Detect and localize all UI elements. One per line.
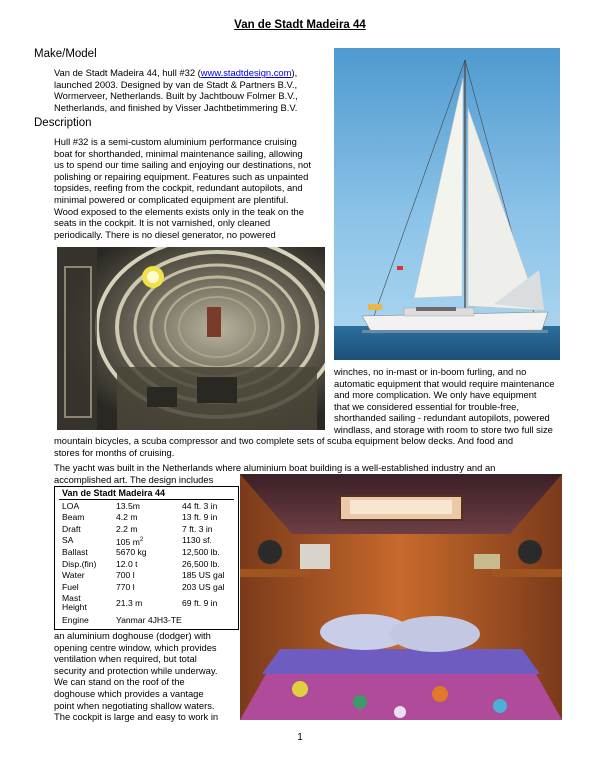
desc-line: polishing or repairing equipment. Features such as unpainted — [54, 170, 309, 182]
table-row — [59, 558, 228, 570]
table-row — [59, 581, 228, 593]
desc-line: mountain bicycles, a scuba compressor and two complete sets of scuba equipment below decks. And food and — [54, 435, 514, 446]
spec-label: SA — [62, 535, 74, 546]
desc-line: stores for months of cruising. — [54, 446, 175, 458]
specs-title: Van de Stadt Madeira 44 — [59, 487, 234, 500]
desc-line: point when negotiating shallow waters. — [54, 699, 215, 711]
spec-imperial: 13 ft. 9 in — [182, 512, 218, 523]
spec-metric: 13.5m — [116, 500, 140, 511]
table-row — [59, 592, 228, 614]
desc-line: boat for shorthanded, minimal maintenance sailing, allowing — [54, 147, 303, 159]
spec-metric: 21.3 m — [116, 598, 143, 609]
description-bottom-text — [54, 630, 239, 723]
spec-imperial: 203 US gal — [182, 581, 225, 592]
spec-label: Engine — [62, 615, 89, 626]
table-row — [59, 535, 228, 547]
make-model-line4: Netherlands, and finished by Visser Jachtbetimmering B.V. — [54, 101, 298, 113]
specs-table — [54, 486, 239, 630]
desc-line: The cockpit is large and easy to work in — [54, 711, 219, 723]
spec-label: Fuel — [62, 581, 79, 592]
spec-imperial: 1130 sf. — [182, 535, 212, 546]
description-top-text — [54, 136, 334, 240]
page-number: 1 — [297, 732, 303, 743]
description-full-text — [54, 435, 574, 458]
spec-imperial: 26,500 lb. — [182, 558, 220, 569]
desc-line: doghouse which provides a vantage — [54, 687, 204, 699]
spec-metric: 5670 kg — [116, 547, 147, 558]
spec-label: Beam — [62, 512, 85, 523]
make-model-line3: Wormerveer, Netherlands. Built by Jachtbouw Folmer B.V., — [54, 90, 298, 102]
spec-imperial: 44 ft. 3 in — [182, 500, 218, 511]
make-model-line2: launched 2003. Designed by van de Stadt & Partners B.V., — [54, 78, 298, 90]
make-model-line1: Van de Stadt Madeira 44, hull #32 ( — [54, 67, 201, 78]
spec-label: Water — [62, 570, 85, 581]
spec-imperial: 185 US gal — [182, 570, 225, 581]
desc-line: minimal powered or complicated equipment are plentiful. — [54, 193, 289, 205]
spec-metric-sup: 2 — [139, 536, 144, 543]
description-heading: Description — [34, 117, 92, 129]
spec-label: LOA — [62, 500, 80, 511]
spec-metric: 12.0 t — [116, 558, 138, 569]
desc-line: We can stand on the roof of the — [54, 676, 185, 688]
cabin-photo — [240, 474, 562, 720]
desc-line: periodically. There is no diesel generator, no powered — [54, 228, 276, 240]
table-row — [59, 546, 228, 558]
table-row — [59, 512, 228, 524]
desc-line: and more complication. We only have equipment — [334, 389, 537, 401]
spec-metric: 2.2 m — [116, 523, 138, 534]
spec-imperial: 69 ft. 9 in — [182, 598, 218, 609]
make-model-heading: Make/Model — [34, 48, 97, 60]
table-row — [59, 569, 228, 581]
spec-metric: 700 l — [116, 570, 135, 581]
spec-imperial: 7 ft. 3 in — [182, 523, 213, 534]
spec-label: Mast Height — [62, 592, 87, 613]
desc-line: windlass, and storage with room to store two full size — [334, 423, 553, 435]
desc-line: Hull #32 is a semi-custom aluminium performance cruising — [54, 136, 297, 147]
spec-imperial: 12,500 lb. — [182, 547, 220, 558]
desc-line: us to spend our time sailing and enjoying our destinations, not — [54, 159, 311, 171]
desc-line: winches, no in-mast or in-boom furling, and no — [334, 366, 527, 377]
make-model-line1-end: ), — [291, 67, 298, 78]
table-row — [59, 614, 228, 626]
desc-line: that we considered essential for trouble-free, — [334, 400, 519, 412]
hull-interior-photo — [57, 247, 325, 430]
desc-line: ventilation when required, but total — [54, 653, 197, 665]
desc-line: automatic equipment that would require maintenance — [334, 377, 555, 389]
spec-metric: 770 l — [116, 581, 135, 592]
make-model-text — [54, 67, 334, 113]
spec-label: Draft — [62, 523, 81, 534]
desc-line: The yacht was built in the Netherlands where aluminium boat building is a well-established industry and an — [54, 462, 496, 473]
desc-line: Wood exposed to the elements exists only in the teak on the — [54, 205, 304, 217]
spec-metric: Yanmar 4JH3-TE — [116, 615, 182, 626]
desc-line: seats in the cockpit. It is not varnished, only cleaned — [54, 217, 271, 229]
sailboat-photo — [334, 48, 560, 360]
desc-line: security and protection while underway. — [54, 664, 218, 676]
spec-metric-value: 105 m — [116, 536, 140, 547]
spec-metric: 4.2 m — [116, 512, 138, 523]
spec-label: Disp.(fin) — [62, 558, 97, 569]
desc-line: topsides, reefing from the cockpit, redundant autopilots, and — [54, 182, 303, 194]
desc-line: accomplished art. The design includes — [54, 473, 214, 485]
table-row — [59, 500, 228, 512]
page-title: Van de Stadt Madeira 44 — [234, 19, 366, 31]
spec-label: Ballast — [62, 547, 88, 558]
table-row — [59, 523, 228, 535]
spec-metric — [113, 535, 179, 547]
desc-line: an aluminium doghouse (dodger) with — [54, 630, 211, 641]
desc-line: opening centre window, which provides — [54, 641, 217, 653]
description-right-text — [334, 366, 574, 436]
desc-line: shorthanded sailing - redundant autopilots, powered — [334, 412, 550, 424]
stadtdesign-link[interactable]: www.stadtdesign.com — [200, 67, 292, 78]
